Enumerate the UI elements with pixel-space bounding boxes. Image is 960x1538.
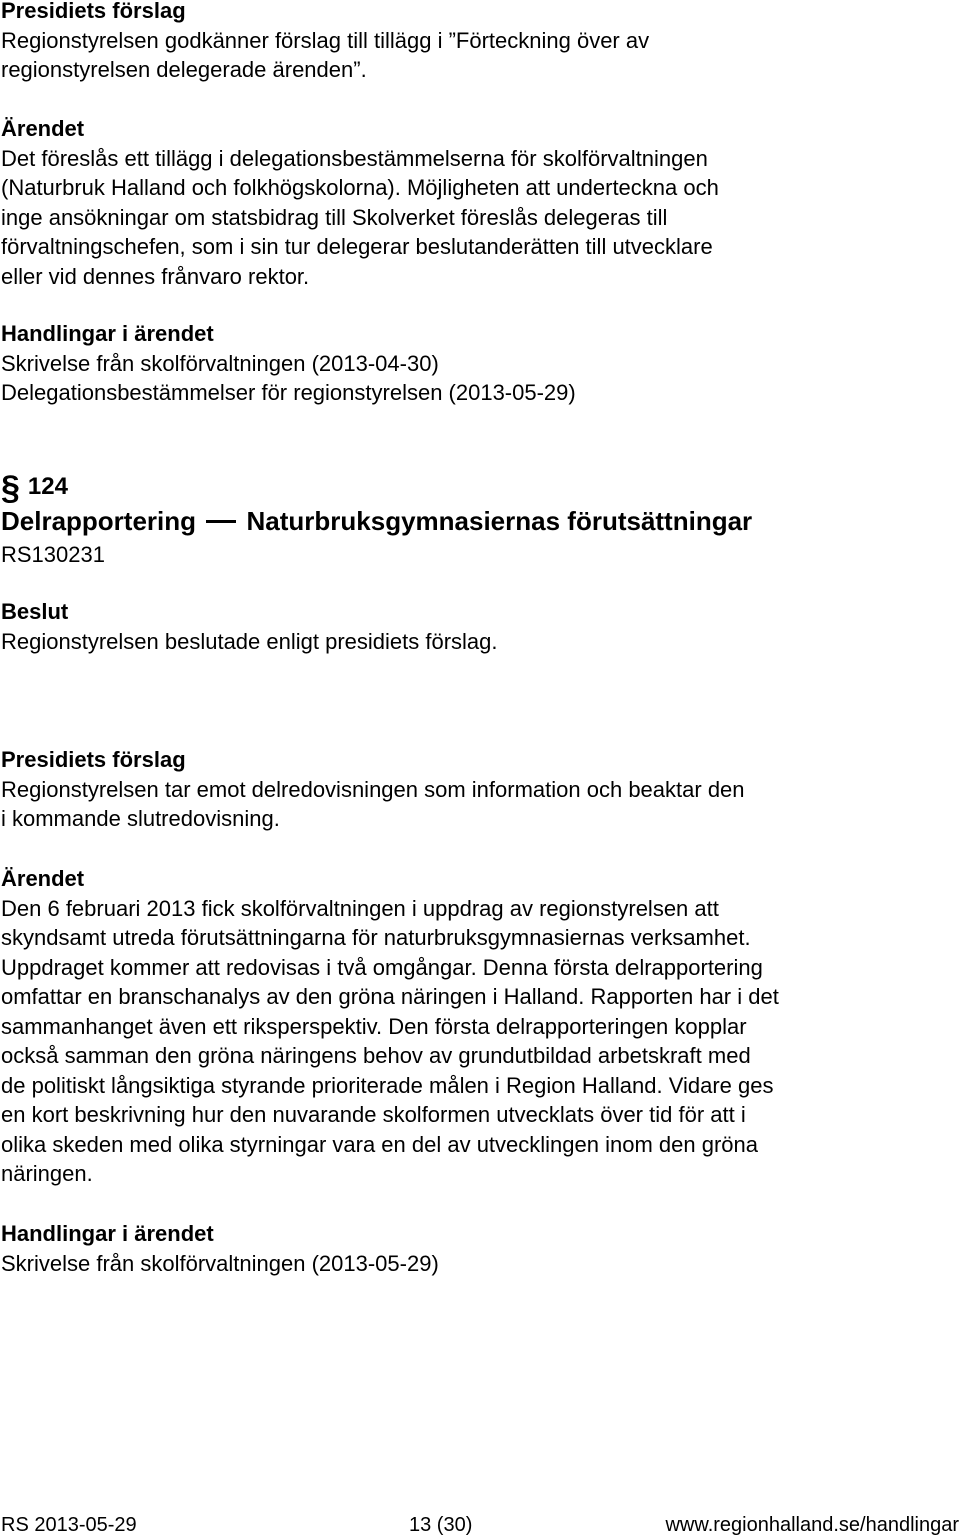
paragraph-line: näringen.: [1, 1161, 93, 1186]
section-heading: Handlingar i ärendet: [1, 321, 214, 346]
proposal-section-1: [1, 0, 921, 85]
case-title-part1: Delrapportering: [1, 506, 197, 536]
matter-section-1: [1, 114, 921, 291]
paragraph-line: omfattar en branschanalys av den gröna näringen i Halland. Rapporten har i det: [1, 984, 779, 1009]
paragraph-line: skyndsamt utreda förutsättningarna för naturbruksgymnasiernas verksamhet.: [1, 925, 751, 950]
matter-section-2: [1, 864, 921, 1189]
paragraph-line: (Naturbruk Halland och folkhögskolorna). Möjligheten att underteckna och: [1, 175, 719, 200]
paragraph-line: Regionstyrelsen beslutade enligt presidiets förslag.: [1, 628, 498, 654]
case-reference-block: [1, 540, 921, 570]
section-heading: Ärendet: [1, 866, 85, 891]
footer-date: RS 2013-05-29: [1, 1514, 137, 1536]
section-heading: Presidiets förslag: [1, 747, 186, 772]
documents-section-2: [1, 1219, 921, 1278]
footer-url[interactable]: www.regionhalland.se/handlingar: [665, 1514, 959, 1536]
paragraph-line: Det föreslås ett tillägg i delegationsbestämmelserna för skolförvaltningen: [1, 145, 708, 171]
dash-separator: [206, 520, 236, 523]
paragraph-line: Uppdraget kommer att redovisas i två omgångar. Denna första delrapportering: [1, 954, 763, 980]
section-heading: Beslut: [1, 599, 69, 624]
paragraph-line: Den 6 februari 2013 fick skolförvaltningen i uppdrag av regionstyrelsen att: [1, 895, 719, 921]
proposal-section-2: [1, 745, 921, 834]
documents-section-1: [1, 319, 921, 408]
paragraph-line: Regionstyrelsen godkänner förslag till tillägg i ”Förteckning över av: [1, 27, 650, 53]
paragraph-line: inge ansökningar om statsbidrag till Skolverket föreslås delegeras till: [1, 204, 668, 230]
case-title-part2: Naturbruksgymnasiernas förutsättningar: [246, 506, 753, 536]
paragraph-line: regionstyrelsen delegerade ärenden”.: [1, 57, 367, 82]
document-reference: Skrivelse från skolförvaltningen (2013-05-29): [1, 1250, 439, 1276]
page-number: 13 (30): [409, 1514, 473, 1536]
paragraph-line: eller vid dennes frånvaro rektor.: [1, 263, 310, 289]
document-reference: Skrivelse från skolförvaltningen (2013-04-30): [1, 350, 439, 376]
section-heading: Handlingar i ärendet: [1, 1221, 214, 1246]
decision-section: [1, 597, 921, 656]
paragraph-line: i kommande slutredovisning.: [1, 806, 280, 831]
paragraph-line: de politiskt långsiktiga styrande prioriterade målen i Region Halland. Vidare ges: [1, 1072, 774, 1098]
paragraph-line: förvaltningschefen, som i sin tur delegerar beslutanderätten till utvecklare: [1, 234, 713, 259]
document-reference: Delegationsbestämmelser för regionstyrelsen (2013-05-29): [1, 380, 576, 405]
case-number: [1, 469, 68, 507]
paragraph-line: olika skeden med olika styrningar vara en del av utvecklingen inom den gröna: [1, 1131, 758, 1157]
paragraph-line: också samman den gröna näringens behov av grundutbildad arbetskraft med: [1, 1043, 751, 1068]
case-number-value: 124: [27, 473, 68, 500]
section-heading: Presidiets förslag: [1, 0, 186, 23]
section-mark: §: [1, 469, 20, 507]
paragraph-line: sammanhanget även ett riksperspektiv. Den första delrapporteringen kopplar: [1, 1013, 747, 1039]
paragraph-line: Regionstyrelsen tar emot delredovisningen som information och beaktar den: [1, 776, 745, 802]
section-heading: Ärendet: [1, 116, 85, 141]
case-reference: RS130231: [1, 542, 105, 567]
case-title: [1, 504, 752, 538]
paragraph-line: en kort beskrivning hur den nuvarande skolformen utvecklats över tid för att i: [1, 1102, 746, 1127]
